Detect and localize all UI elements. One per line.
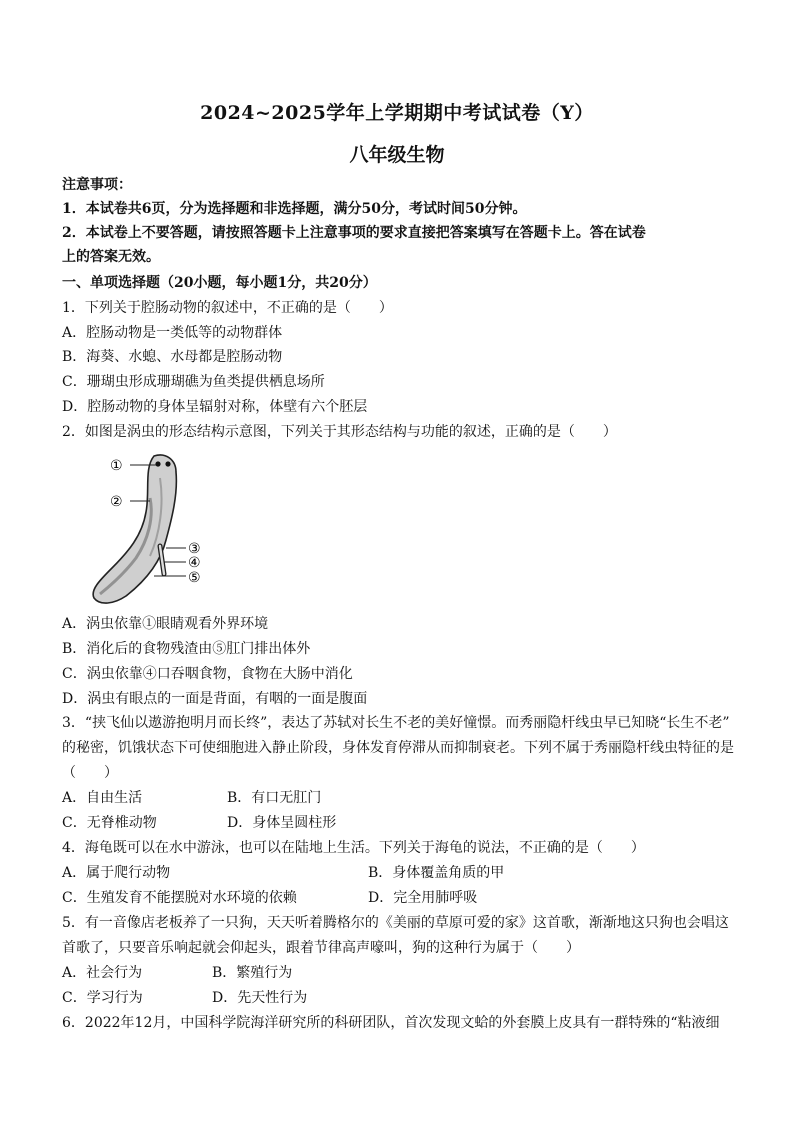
question-2-stem: 2．如图是涡虫的形态结构示意图，下列关于其形态结构与功能的叙述，正确的是（ ） <box>62 424 617 440</box>
question-5-stem-line-1: 5．有一音像店老板养了一只狗，天天听着腾格尔的《美丽的草原可爱的家》这首歌，渐渐地这只狗也会唱这 <box>62 915 729 931</box>
question-2-option-b: B．消化后的食物残渣由⑤肛门排出体外 <box>62 641 311 657</box>
notice-item-1: 1．本试卷共6页，分为选择题和非选择题，满分50分，考试时间50分钟。 <box>62 201 527 217</box>
question-4-option-d: D．完全用肺呼吸 <box>368 890 478 906</box>
question-6-stem-line-1: 6．2022年12月，中国科学院海洋研究所的科研团队，首次发现文蛤的外套膜上皮具有一群特殊的“粘液细 <box>62 1015 720 1031</box>
exam-title: 2024~2025学年上学期期中考试试卷（Y） <box>200 102 594 124</box>
question-3-stem-line-2: 的秘密，饥饿状态下可使细胞进入静止阶段，身体发育停滞从而抑制衰老。下列不属于秀丽隐杆线虫特征的是 <box>62 740 734 756</box>
question-1-option-c: C．珊瑚虫形成珊瑚礁为鱼类提供栖息场所 <box>62 374 325 390</box>
planarian-body <box>93 455 176 603</box>
question-3-stem-line-1: 3．“挟飞仙以遨游抱明月而长终”，表达了苏轼对长生不老的美好憧憬。而秀丽隐杆线虫早已知晓“长生不老” <box>62 715 730 731</box>
question-2-option-a: A．涡虫依靠①眼睛观看外界环境 <box>62 616 269 632</box>
question-1-stem: 1．下列关于腔肠动物的叙述中，不正确的是（ ） <box>62 300 393 316</box>
question-3-stem-line-3: （ ） <box>62 765 118 781</box>
figure-label-2: ② <box>110 494 123 510</box>
question-2-option-d: D．涡虫有眼点的一面是背面，有咽的一面是腹面 <box>62 691 368 707</box>
question-4-option-a: A．属于爬行动物 <box>62 865 171 881</box>
notice-heading: 注意事项： <box>62 177 132 193</box>
question-4-option-c: C．生殖发育不能摆脱对水环境的依赖 <box>62 890 297 906</box>
question-1-option-a: A．腔肠动物是一类低等的动物群体 <box>62 325 283 341</box>
eyespot-left <box>155 461 160 466</box>
section-heading: 一、单项选择题（20小题，每小题1分，共20分） <box>62 275 377 291</box>
question-3-option-c: C．无脊椎动物 <box>62 815 157 831</box>
question-5-option-b: B．繁殖行为 <box>212 965 293 981</box>
notice-item-2-line-2: 上的答案无效。 <box>62 249 160 265</box>
notice-item-2-line-1: 2．本试卷上不要答题，请按照答题卡上注意事项的要求直接把答案填写在答题卡上。答在试卷 <box>62 225 646 241</box>
planarian-figure <box>84 448 214 608</box>
question-3-option-a: A．自由生活 <box>62 790 143 806</box>
question-4-option-b: B．身体覆盖角质的甲 <box>368 865 505 881</box>
question-4-stem: 4．海龟既可以在水中游泳，也可以在陆地上生活。下列关于海龟的说法，不正确的是（ ） <box>62 840 645 856</box>
figure-label-1: ① <box>110 458 123 474</box>
question-5-option-d: D．先天性行为 <box>212 990 308 1006</box>
figure-label-4: ④ <box>188 555 201 571</box>
question-1-option-d: D．腔肠动物的身体呈辐射对称，体壁有六个胚层 <box>62 399 368 415</box>
question-3-option-d: D．身体呈圆柱形 <box>227 815 337 831</box>
question-1-option-b: B．海葵、水螅、水母都是腔肠动物 <box>62 349 283 365</box>
exam-subtitle: 八年级生物 <box>349 144 445 166</box>
question-5-option-c: C．学习行为 <box>62 990 143 1006</box>
figure-label-3: ③ <box>188 541 201 557</box>
question-2-option-c: C．涡虫依靠④口吞咽食物，食物在大肠中消化 <box>62 666 353 682</box>
question-5-stem-line-2: 首歌了，只要音乐响起就会仰起头，跟着节律高声嚎叫，狗的这种行为属于（ ） <box>62 940 580 956</box>
eyespot-right <box>165 461 170 466</box>
figure-label-5: ⑤ <box>188 570 201 586</box>
question-5-option-a: A．社会行为 <box>62 965 143 981</box>
question-3-option-b: B．有口无肛门 <box>227 790 322 806</box>
